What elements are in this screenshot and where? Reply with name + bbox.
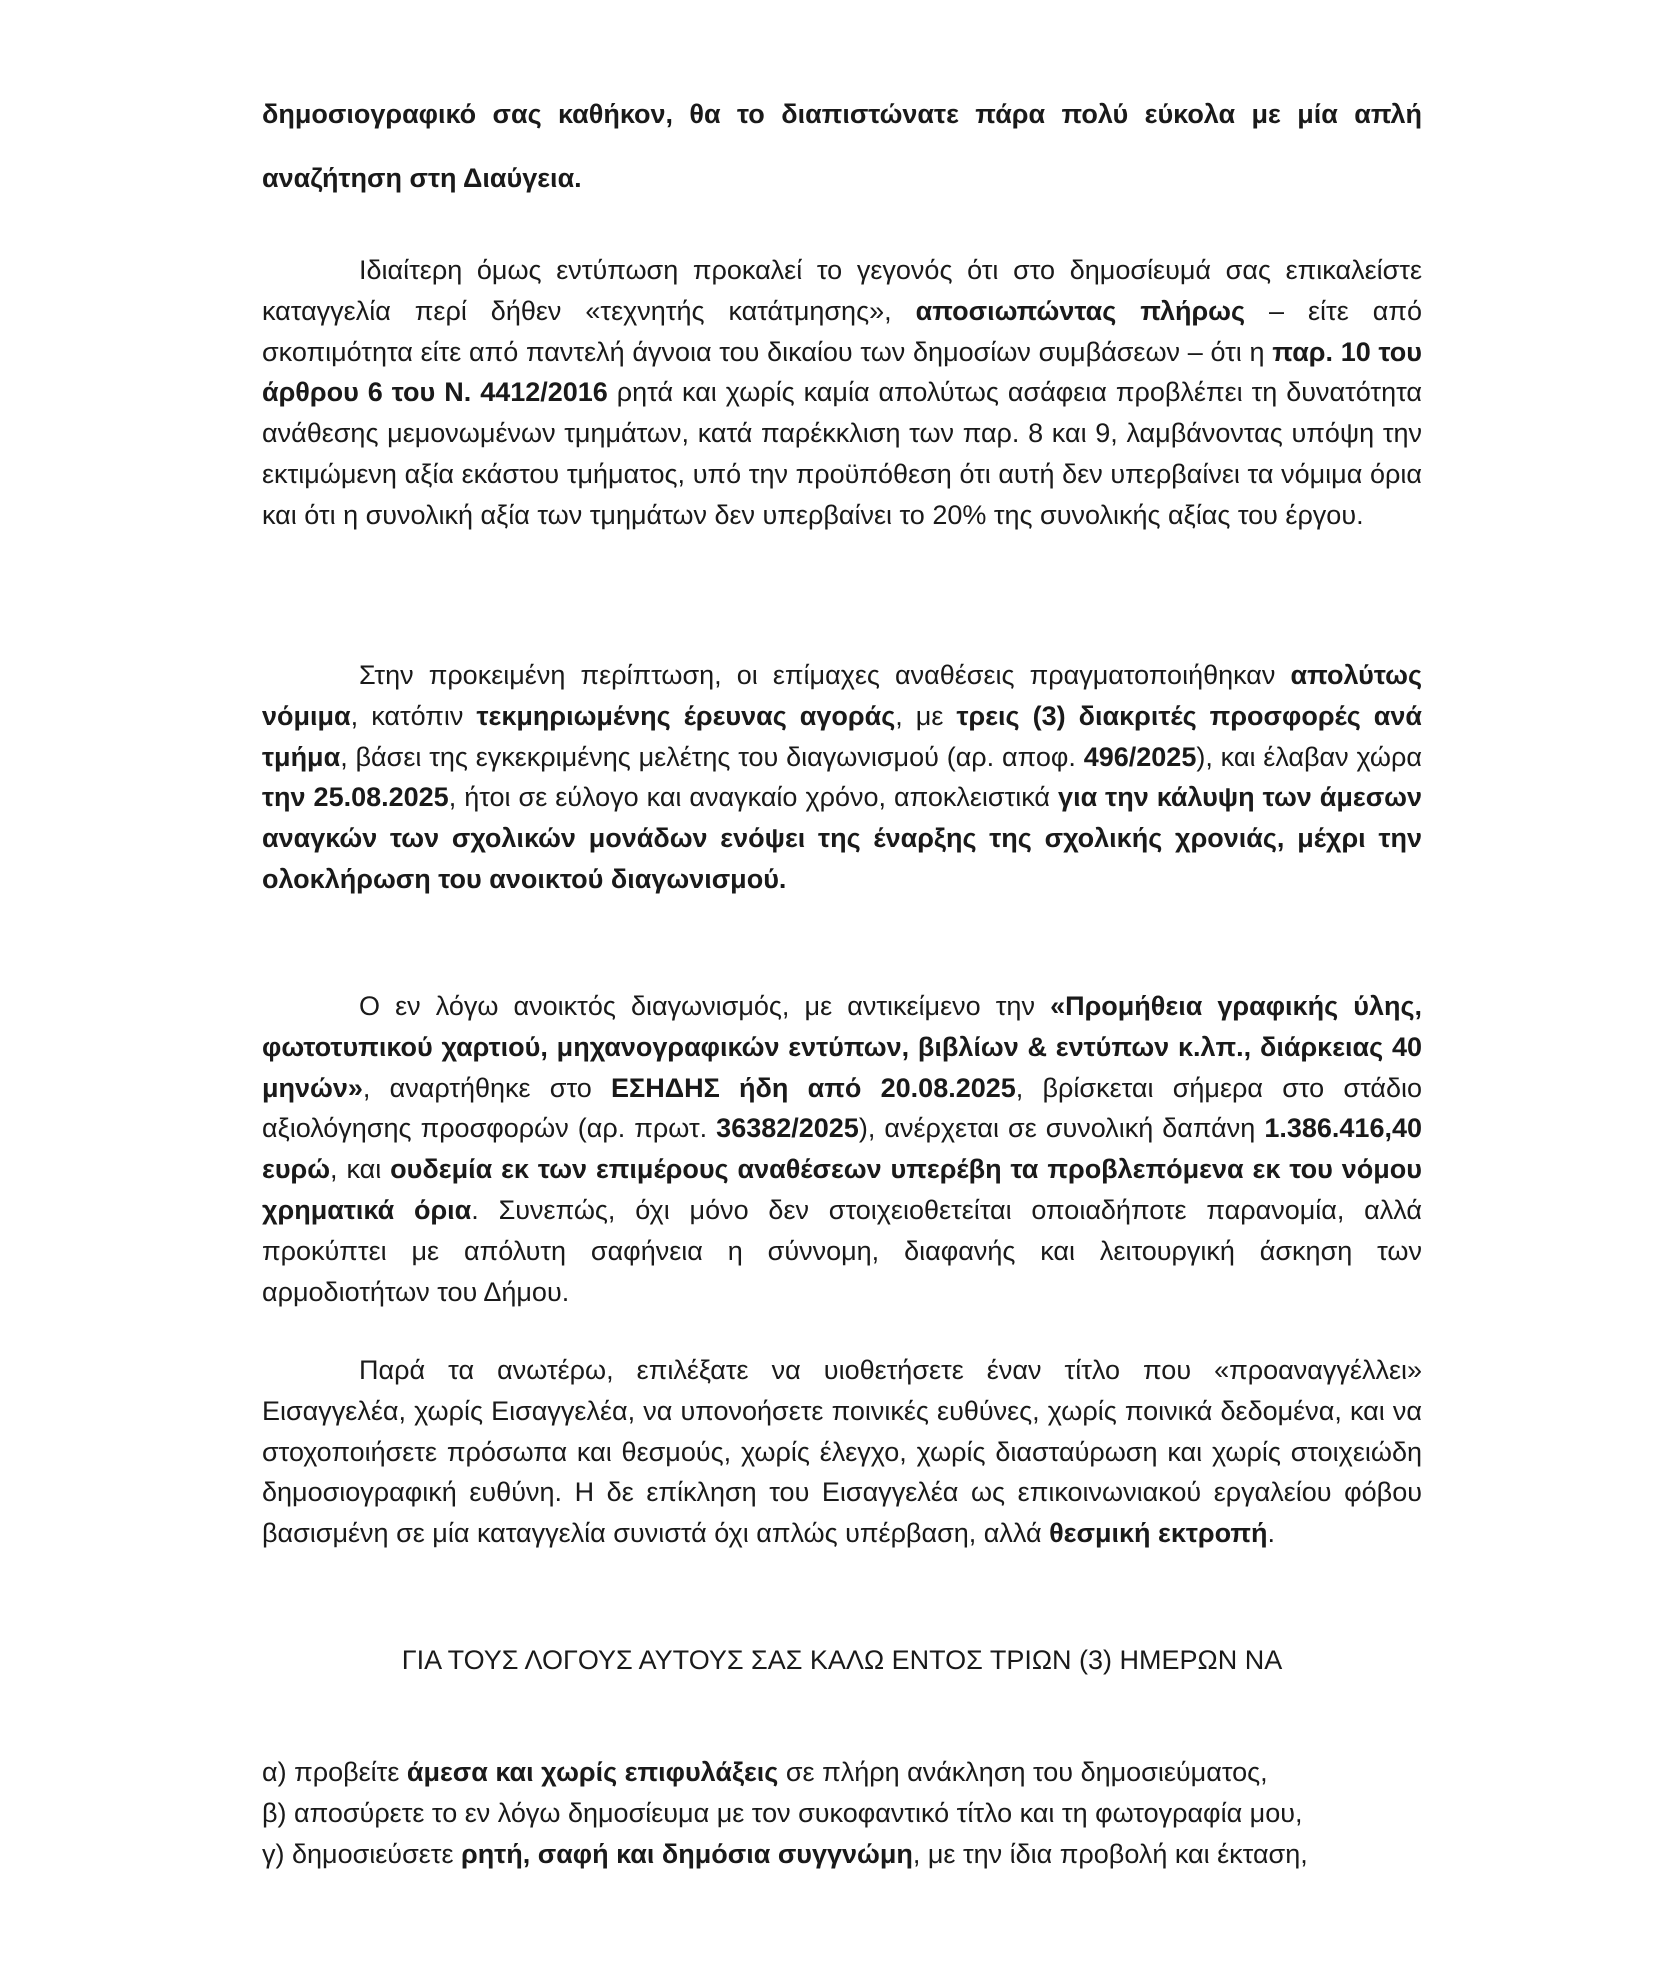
paragraph-legal-basis (262, 250, 1422, 536)
bold-run: ρητή, σαφή και δημόσια συγγνώμη (460, 1839, 913, 1869)
bold-run: παρ. 10 του άρθρου 6 του Ν. 4412/2016 (262, 336, 1423, 408)
text-run: , ήτοι σε εύλογο και αναγκαίο χρόνο, αποκλειστικά (448, 782, 1059, 813)
text-run: Παρά τα ανωτέρω, επιλέξατε να υιοθετήσετε έναν τίτλο που «προαναγγέλλει» Εισαγγελέα, χωρίς Εισαγγελέα, να υπονοήσετε ποινικές ευθύνες, χωρίς ποινικά δεδομένα, και να στοχοποιήσετε πρόσωπα και θεσμούς, χωρίς έλεγχο, χωρίς διασταύρωση και χωρίς στοιχειώδη δημοσιογραφική ευθύνη. Η δε επίκληση του Εισαγγελέα ως επικοινωνιακού εργαλείου φόβου βασισμένη σε μία καταγγελία συνιστά όχι απλώς υπέρβαση, αλλά (262, 1355, 1422, 1549)
paragraph-open-tender (262, 986, 1422, 1312)
bold-run: 1.386.416,40 ευρώ (262, 1113, 1422, 1185)
text-run: α) προβείτε (262, 1757, 407, 1787)
paragraph-awards (262, 655, 1422, 900)
demands-list (262, 1752, 1422, 1875)
text-run: , αναρτήθηκε στο (362, 1072, 611, 1103)
text-run: , κατόπιν (350, 700, 477, 731)
text-run: . (1267, 1518, 1276, 1549)
text-run: γ) δημοσιεύσετε (262, 1839, 461, 1869)
paragraph-headline-critique (262, 1350, 1422, 1554)
bold-run: ουδεμία εκ των επιμέρους αναθέσεων υπερέβη τα προβλεπόμενα εκ του νόμου χρηματικά όρια (262, 1154, 1422, 1225)
intro-text: δημοσιογραφικό σας καθήκον, θα το διαπιστώνατε πάρα πολύ εύκολα με μία απλή αναζήτηση στη Διαύγεια. (262, 99, 1422, 193)
heading-text: ΓΙΑ ΤΟΥΣ ΛΟΓΟΥΣ ΑΥΤΟΥΣ ΣΑΣ ΚΑΛΩ ΕΝΤΟΣ ΤΡΙΩΝ (3) ΗΜΕΡΩΝ ΝΑ (401, 1645, 1283, 1675)
bold-run: τεκμηριωμένης έρευνας αγοράς (476, 700, 896, 731)
text-run: – είτε από σκοπιμότητα είτε από παντελή άγνοια του δικαίου των δημοσίων συμβάσεων – ότι η (262, 295, 1422, 367)
list-item (262, 1752, 1422, 1793)
text-run: ), και έλαβαν χώρα (1196, 741, 1422, 772)
text-run: , με την ίδια προβολή και έκταση, (912, 1839, 1308, 1869)
text-run: Στην προκειμένη περίπτωση, οι επίμαχες αναθέσεις πραγματοποιήθηκαν (359, 660, 1291, 690)
text-run: Ιδιαίτερη όμως εντύπωση προκαλεί το γεγονός ότι στο δημοσίευμά σας επικαλείστε καταγγελία περί δήθεν «τεχνητής κατάτμησης», (262, 255, 1422, 326)
bold-run: απολύτως νόμιμα (262, 660, 1422, 731)
text-run: , βρίσκεται σήμερα στο στάδιο αξιολόγησης προσφορών (αρ. πρωτ. (262, 1072, 1423, 1144)
text-run: ), ανέρχεται σε συνολική δαπάνη (858, 1113, 1265, 1144)
list-item (262, 1793, 1422, 1834)
list-item (262, 1834, 1422, 1875)
bold-run: για την κάλυψη των άμεσων αναγκών των σχολικών μονάδων ενόψει της έναρξης της σχολικής χρονιάς, μέχρι την ολοκλήρωση του ανοικτού διαγωνισμού. (262, 782, 1422, 894)
bold-run: «Προμήθεια γραφικής ύλης, φωτοτυπικού χαρτιού, μηχανογραφικών εντύπων, βιβλίων & εντύπων κ.λπ., διάρκειας 40 μηνών» (262, 991, 1422, 1103)
bold-run: άμεσα και χωρίς επιφυλάξεις (406, 1757, 779, 1787)
text-run: σε πλήρη ανάκληση του δημοσιεύματος, (778, 1757, 1268, 1787)
text-run: β) αποσύρετε το εν λόγω δημοσίευμα με τον συκοφαντικό τίτλο και τη φωτογραφία μου, (262, 1798, 1303, 1828)
text-run: . Συνεπώς, όχι μόνο δεν στοιχειοθετείται οποιαδήποτε παρανομία, αλλά προκύπτει με απόλυτη σαφήνεια η σύννομη, διαφανής και λειτουργική άσκηση των αρμοδιοτήτων του Δήμου. (262, 1194, 1422, 1307)
intro-paragraph (262, 82, 1422, 210)
bold-run: την 25.08.2025 (262, 782, 449, 813)
text-run: ρητά και χωρίς καμία απολύτως ασάφεια προβλέπει τη δυνατότητα ανάθεσης μεμονωμένων τμημάτων, κατά παρέκκλιση των παρ. 8 και 9, λαμβάνοντας υπόψη την εκτιμώμενη αξία εκάστου τμήματος, υπό την προϋπόθεση ότι αυτή δεν υπερβαίνει τα νόμιμα όρια και ότι η συνολική αξία των τμημάτων δεν υπερβαίνει το 20% της συνολικής αξίας του έργου. (262, 377, 1422, 530)
text-run: , με (895, 700, 957, 731)
bold-run: 36382/2025 (716, 1113, 859, 1144)
bold-run: θεσμική εκτροπή (1049, 1518, 1268, 1549)
demands-heading (262, 1640, 1422, 1681)
text-run: , και (330, 1154, 391, 1185)
bold-run: αποσιωπώντας πλήρως (915, 295, 1246, 326)
text-run: Ο εν λόγω ανοικτός διαγωνισμός, με αντικείμενο την (359, 991, 1051, 1021)
bold-run: 496/2025 (1083, 741, 1197, 772)
bold-run: ΕΣΗΔΗΣ ήδη από 20.08.2025 (611, 1072, 1016, 1103)
text-run: , βάσει της εγκεκριμένης μελέτης του διαγωνισμού (αρ. αποφ. (340, 741, 1084, 772)
bold-run: τρεις (3) διακριτές προσφορές ανά τμήμα (262, 700, 1422, 772)
